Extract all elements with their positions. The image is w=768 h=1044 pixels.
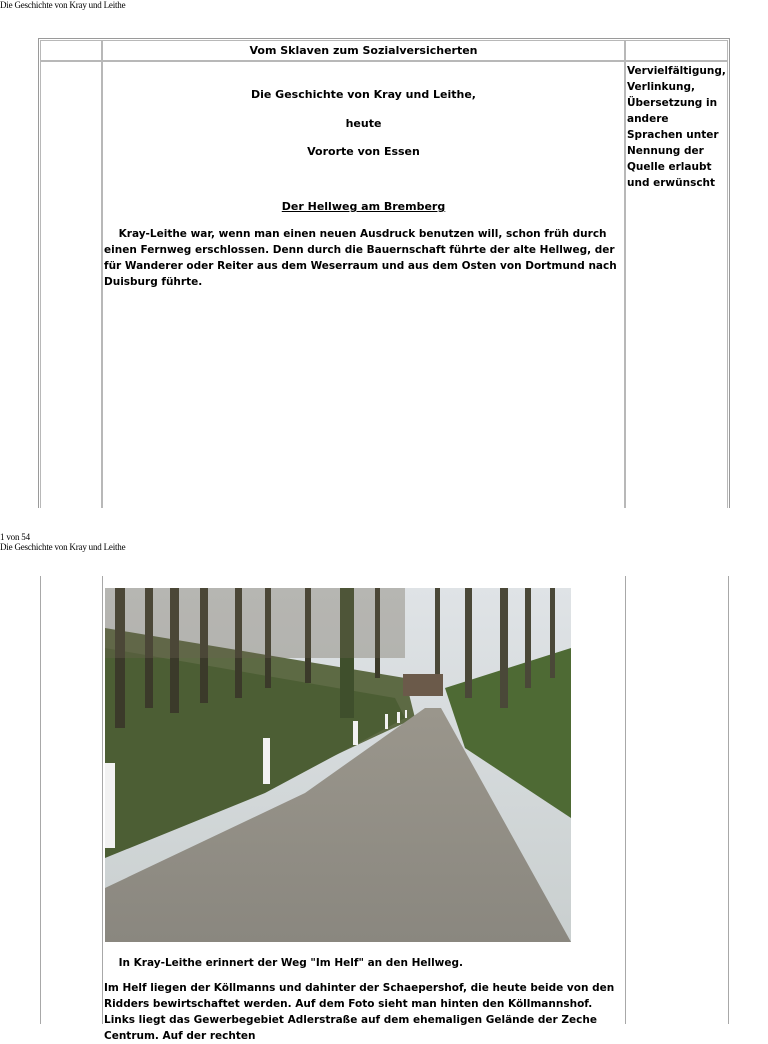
right-header-cell	[625, 40, 728, 61]
print-header-title-2: Die Geschichte von Kray und Leithe	[0, 542, 126, 552]
column-line	[40, 576, 41, 1024]
main-body-cell	[102, 61, 625, 521]
column-line	[728, 576, 729, 1024]
left-header-cell	[40, 40, 102, 61]
paragraph-intro: Kray-Leithe war, wenn man einen neuen Ausdruck benutzen will, schon früh durch einen Fernweg erschlossen. Denn durch die Bauernschaft führte der alte Hellweg, der für Wanderer oder Reiter aus dem Weserraum und aus dem Osten von Dortmund nach Duisburg führte.	[104, 228, 621, 288]
page-counter: 1 von 54	[0, 532, 30, 542]
left-body-cell	[40, 61, 102, 521]
heading-line-1: Die Geschichte von Kray und Leithe,	[250, 88, 476, 101]
section-title: Der Hellweg am Bremberg	[281, 200, 446, 213]
column-line	[625, 576, 626, 1024]
photo-caption: In Kray-Leithe erinnert der Weg "Im Helf" an den Hellweg.	[104, 957, 464, 969]
paragraph-description: Im Helf liegen der Köllmanns und dahinter der Schaepershof, die heute beide von den Ridders bewirtschaftet werden. Auf dem Foto sieht man hinten den Köllmannshof. Links liegt das Gewerbegebiet Adlerstraße auf dem ehemaligen Gelände der Zeche Centrum. Auf der rechten	[104, 982, 615, 1042]
road-photo	[105, 588, 571, 942]
heading-line-3: Vororte von Essen	[307, 145, 420, 158]
banner-title: Vom Sklaven zum Sozialversicherten	[249, 43, 478, 57]
column-line	[102, 576, 103, 1024]
print-header-title: Die Geschichte von Kray und Leithe	[0, 0, 126, 10]
copyright-note: Vervielfältigung, Verlinkung, Übersetzung in andere Sprachen unter Nennung der Quelle erlaubt und erwünscht	[627, 65, 726, 189]
heading-line-2: heute	[345, 117, 382, 130]
